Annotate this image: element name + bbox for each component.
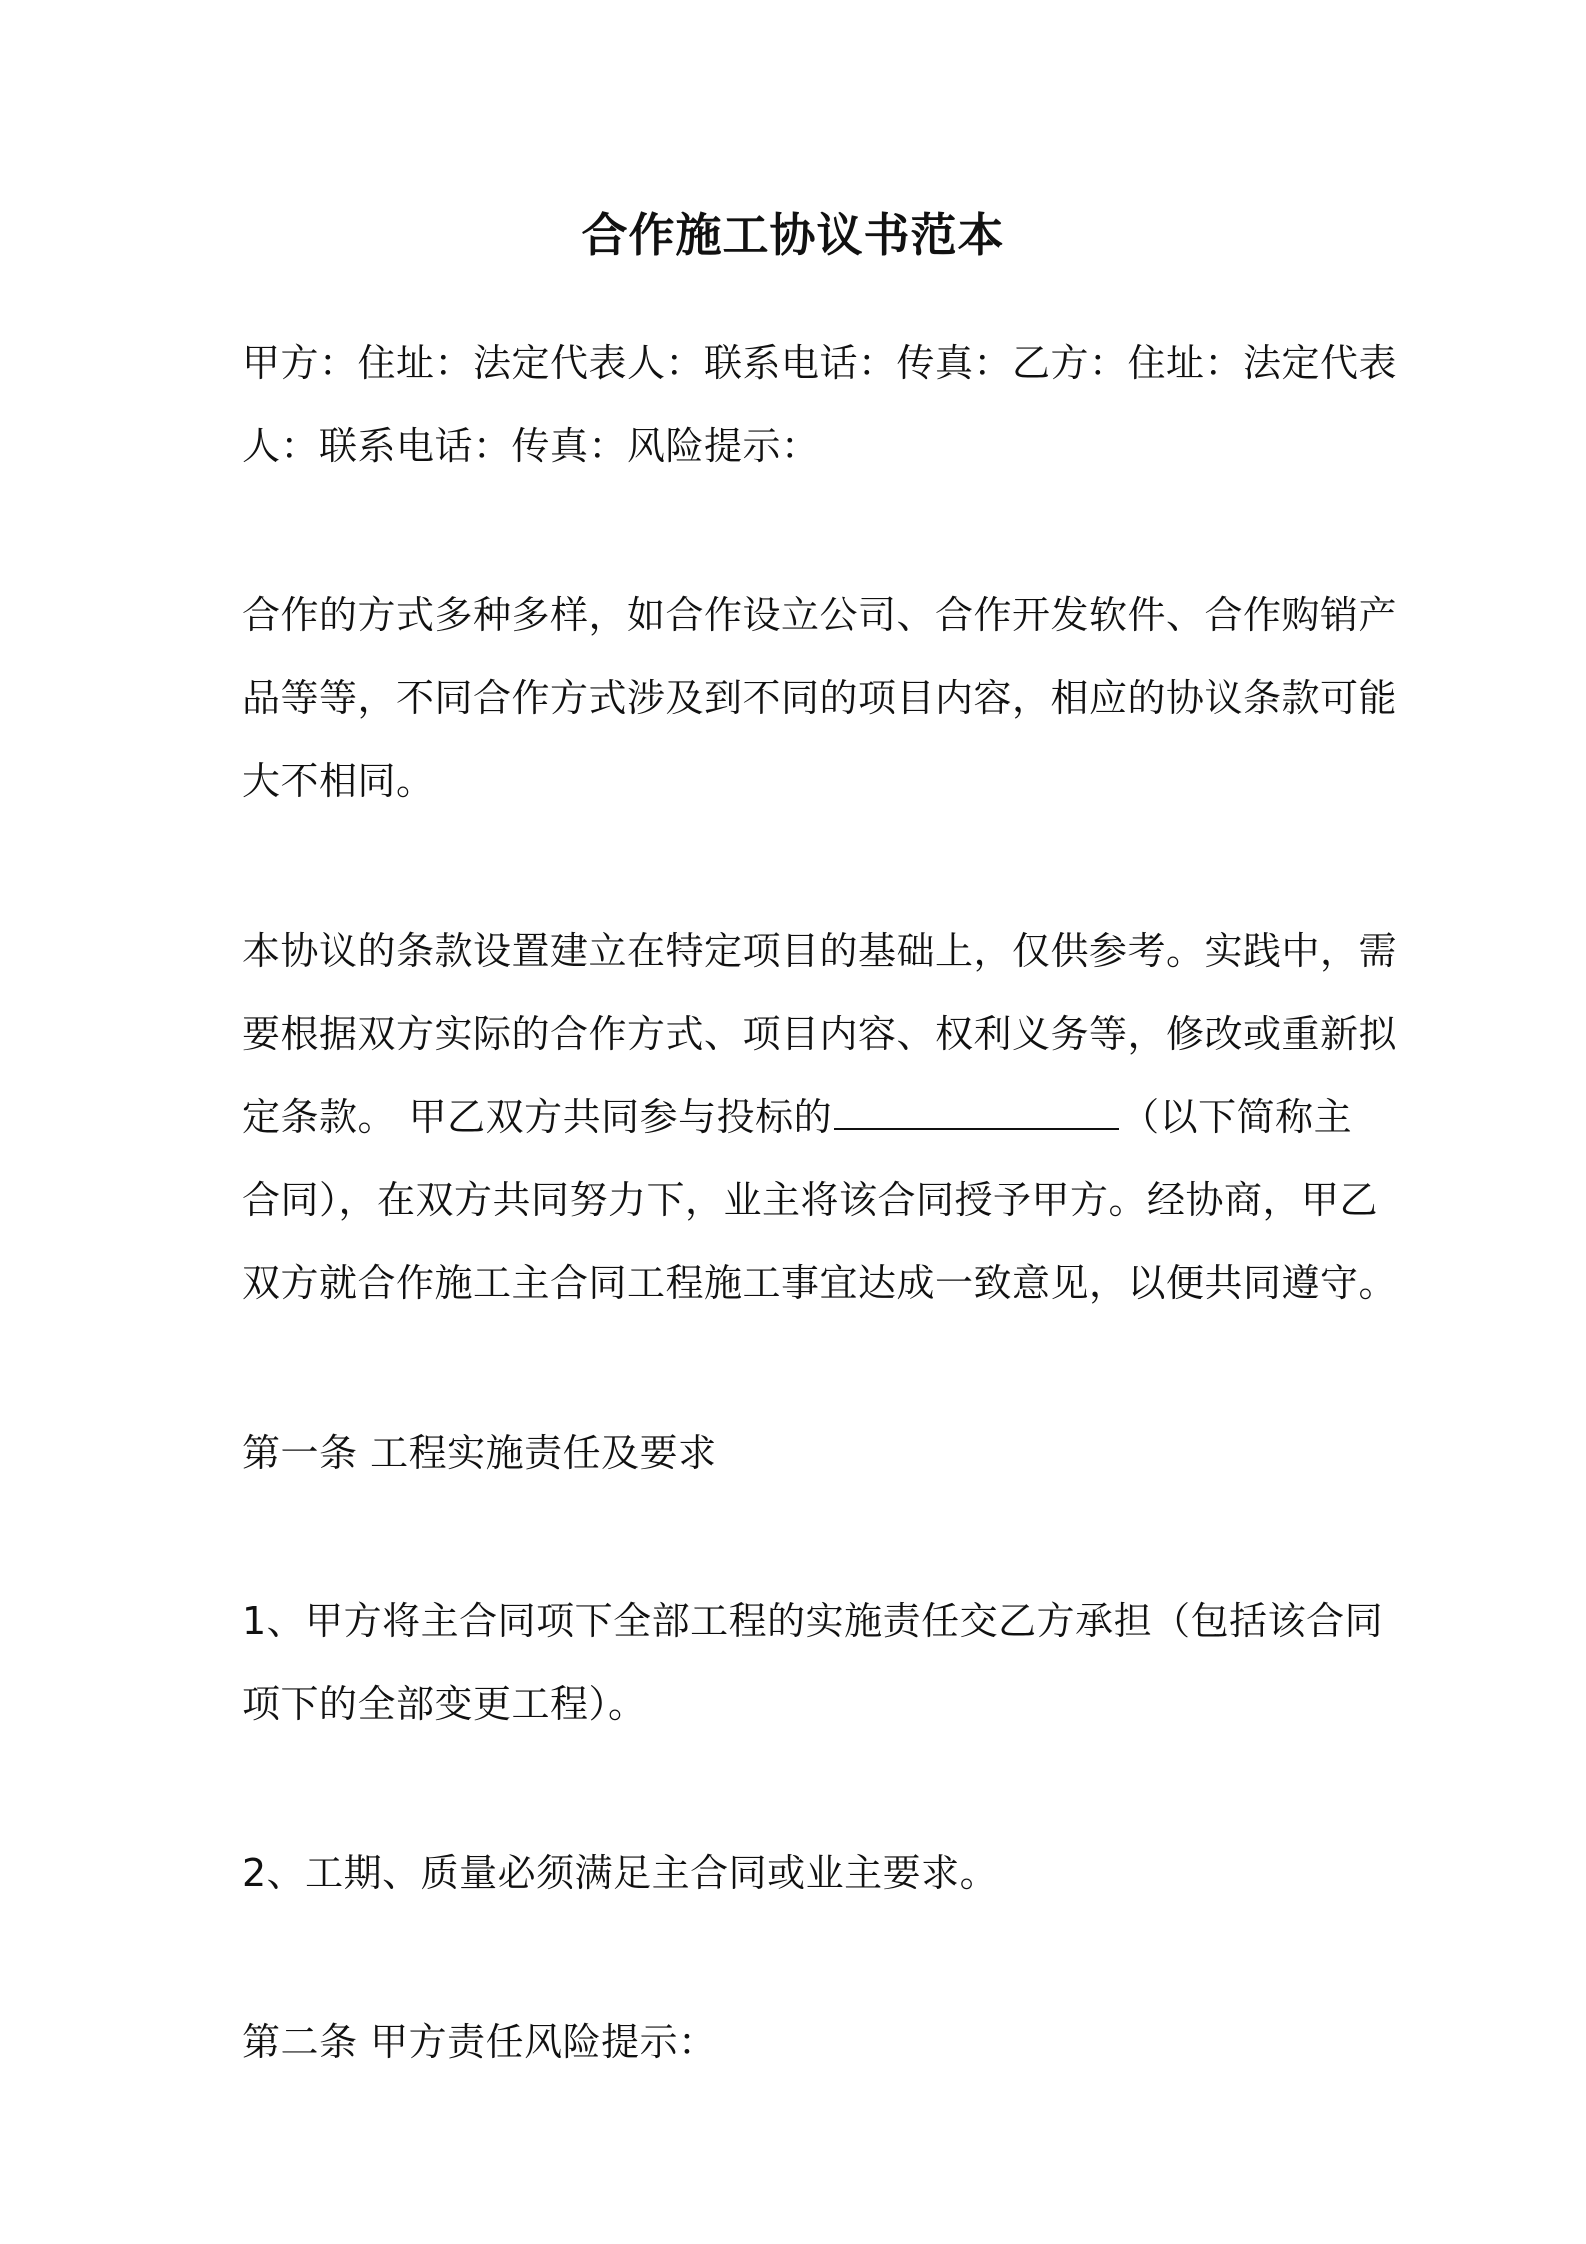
intro-paragraph [242,574,1398,823]
article-1-item-1 [242,1580,1384,1746]
article-2-heading-text: 第二条 甲方责任风险提示： [242,2020,717,2064]
intro-line-2: 品等等，不同合作方式涉及到不同的项目内容，相应的协议条款可能 [242,676,1398,720]
article-1-heading [242,1412,1358,1495]
intro-line-3: 大不相同。 [242,759,435,803]
parties-line-1: 甲方：住址：法定代表人：联系电话：传真：乙方：住址：法定代表 [242,341,1398,385]
article-1-item-2 [242,1832,1358,1915]
basis-paragraph [242,910,1398,1325]
article-1-item-1-line-1: 1、甲方将主合同项下全部工程的实施责任交乙方承担（包括该合同 [242,1599,1384,1643]
parties-line-2: 人：联系电话：传真：风险提示： [242,424,820,468]
document-title: 合作施工协议书范本 [581,208,1005,262]
article-1-item-1-line-2: 项下的全部变更工程）。 [242,1682,647,1726]
basis-line-3-end: （以下简称主 [1121,1095,1353,1139]
basis-line-3-start: 定条款。 甲乙双方共同参与投标的 [242,1095,833,1139]
basis-line-2: 要根据双方实际的合作方式、项目内容、权利义务等，修改或重新拟 [242,1012,1398,1056]
basis-line-5: 双方就合作施工主合同工程施工事宜达成一致意见，以便共同遵守。 [242,1261,1398,1305]
article-1-item-2-text: 2、工期、质量必须满足主合同或业主要求。 [242,1851,999,1895]
basis-line-4: 合同），在双方共同努力下，业主将该合同授予甲方。经协商，甲乙 [242,1178,1379,1222]
article-2-heading [242,2001,1358,2084]
basis-line-1: 本协议的条款设置建立在特定项目的基础上，仅供参考。实践中，需 [242,929,1398,973]
intro-line-1: 合作的方式多种多样，如合作设立公司、合作开发软件、合作购销产 [242,593,1398,637]
parties-paragraph [242,322,1398,488]
basis-line-3 [242,1076,1358,1159]
article-1-heading-text: 第一条 工程实施责任及要求 [242,1431,717,1475]
fill-in-blank [834,1094,1119,1130]
